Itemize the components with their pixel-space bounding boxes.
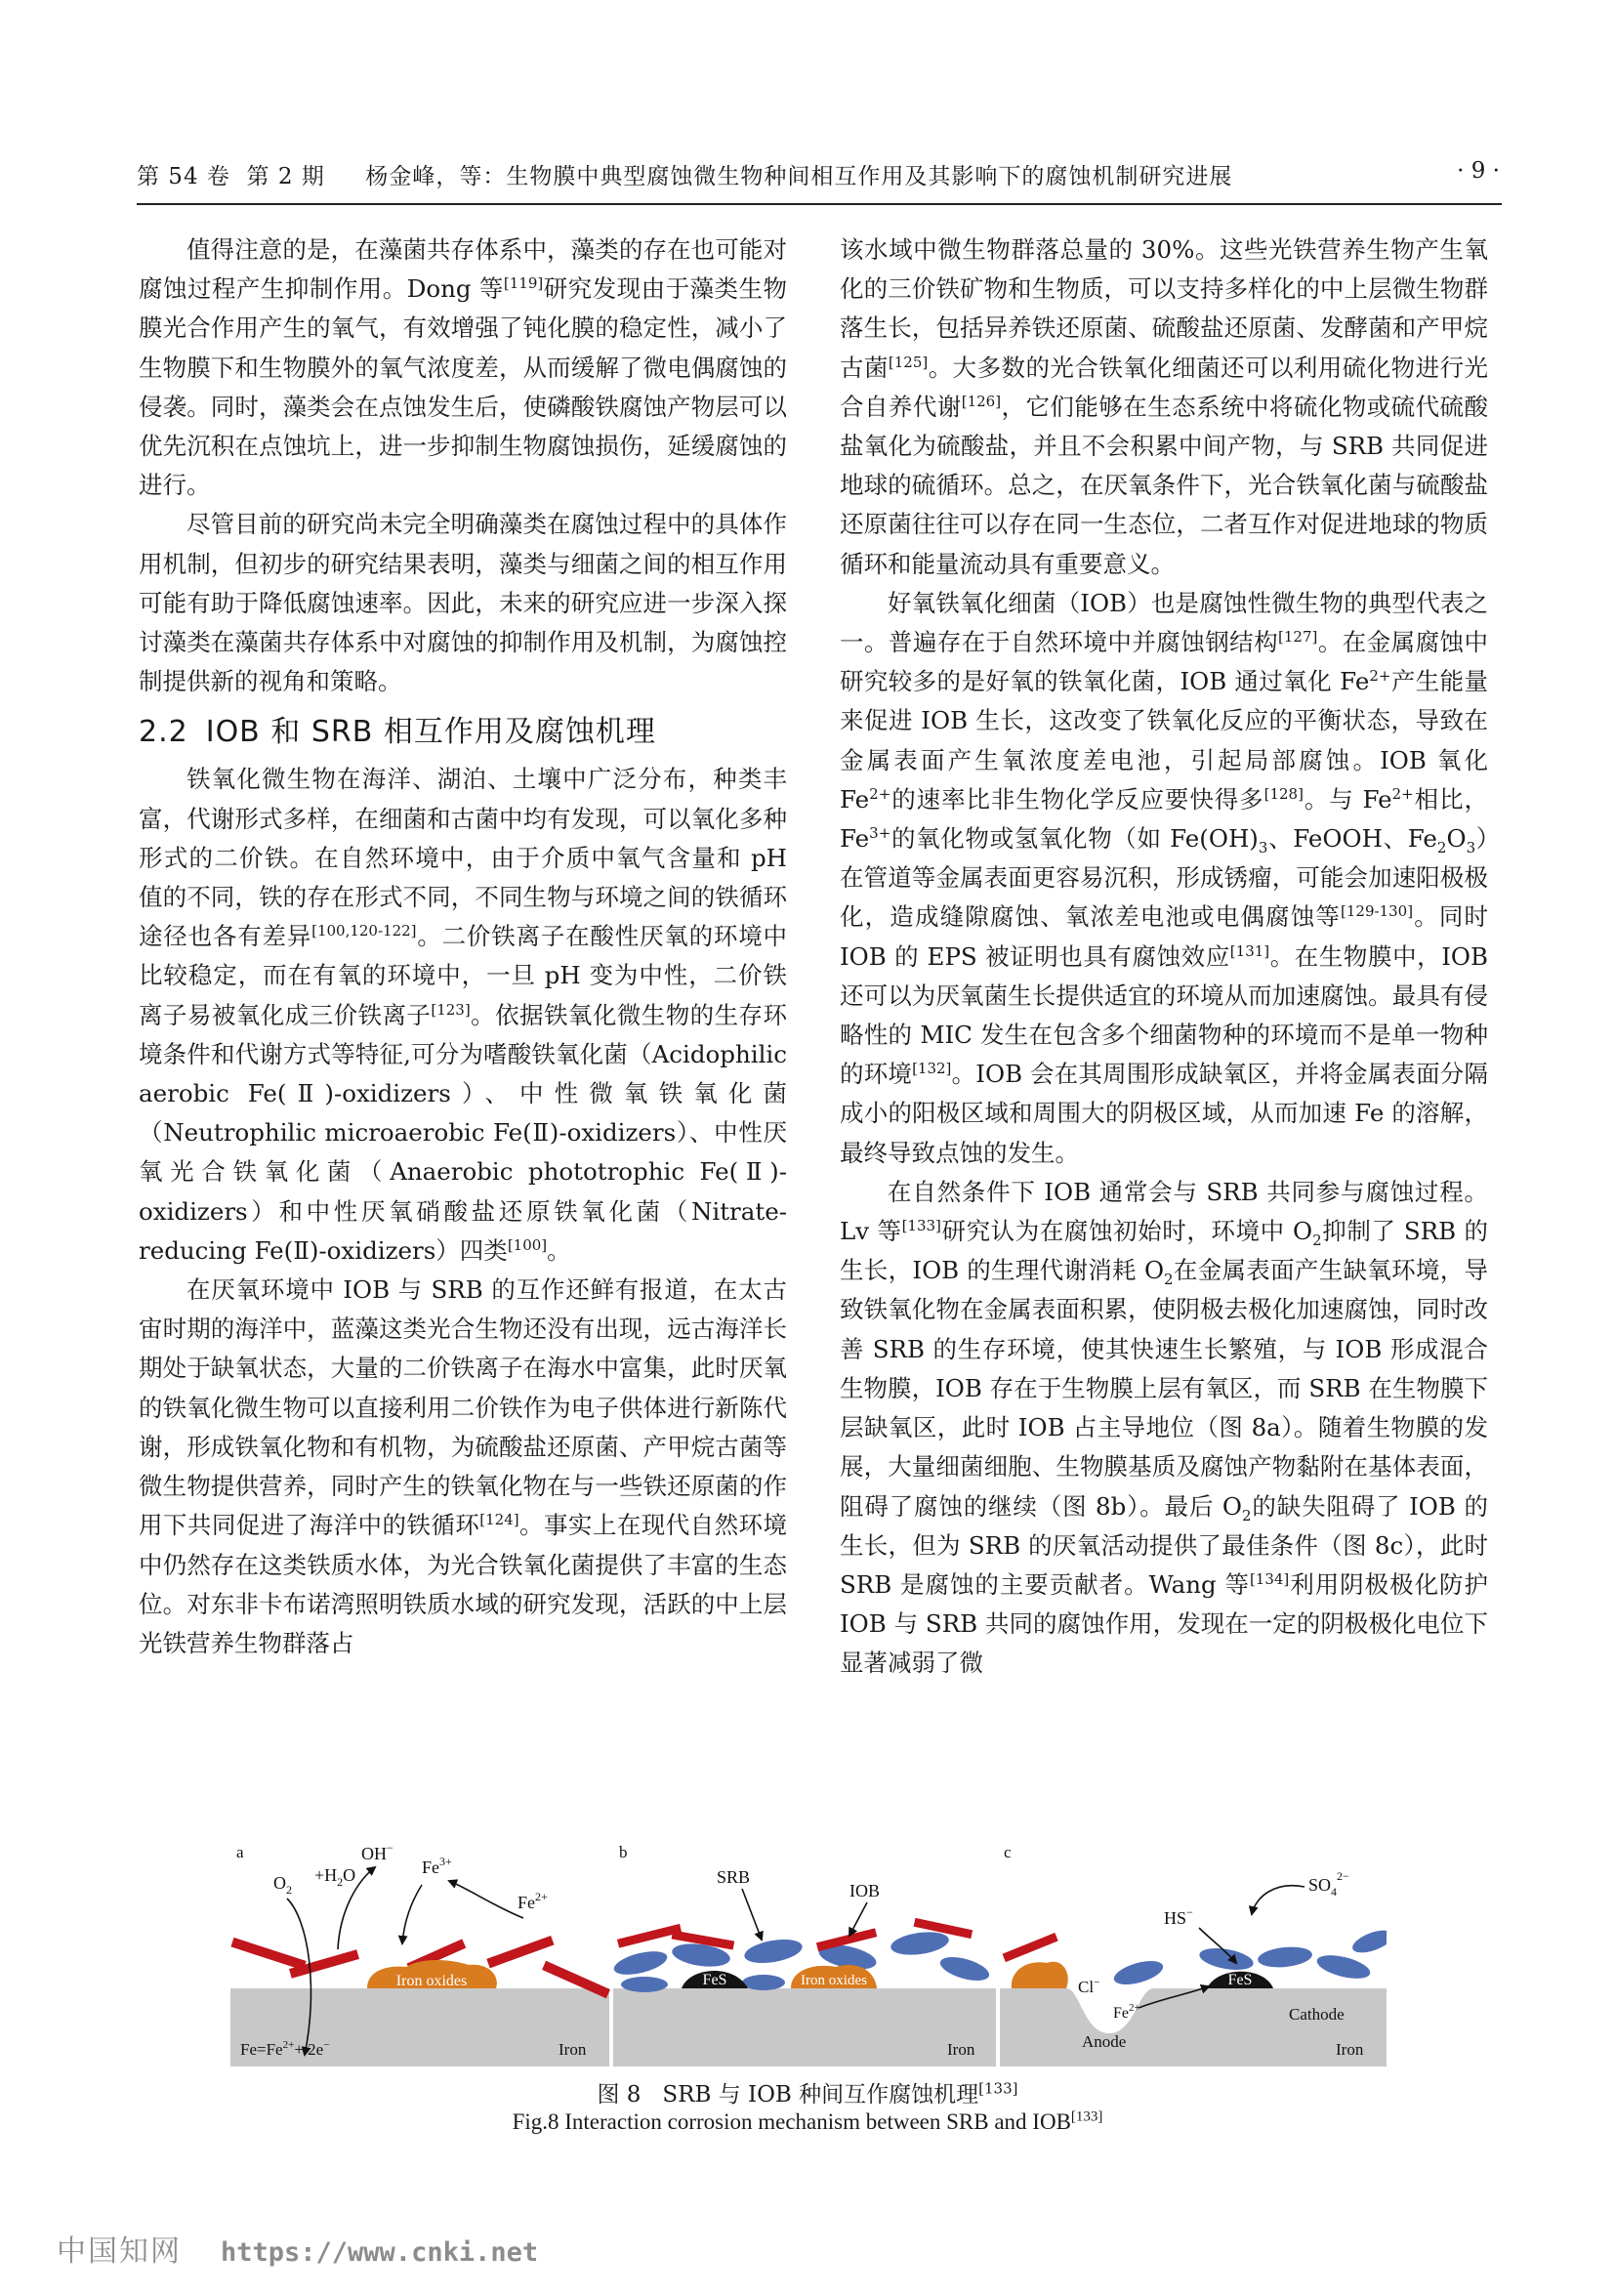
right-paragraph-1 bbox=[840, 230, 1488, 584]
text-run: 的氧化物或氢氧化物（如 Fe(OH) bbox=[890, 824, 1259, 854]
text-run: 。 bbox=[547, 1235, 571, 1265]
citation-ref: [100,120-122] bbox=[311, 922, 417, 940]
text-run: 好氧铁氧化细菌（IOB）也是腐蚀性微生物的典型代表之一。普遍存在于自然环境中并腐蚀钢结构 bbox=[840, 588, 1488, 657]
citation-ref: [124] bbox=[479, 1511, 519, 1529]
hydroxide-label: OH− bbox=[361, 1842, 393, 1863]
citation-ref: [128] bbox=[1263, 784, 1304, 803]
cathode-label: Cathode bbox=[1289, 2005, 1345, 2024]
figure-panel-b bbox=[611, 1843, 996, 2066]
left-paragraph-1 bbox=[139, 230, 787, 505]
srb-cell bbox=[937, 1952, 991, 1985]
text-run: 、FeOOH、Fe bbox=[1267, 824, 1437, 854]
text-run: 的缺失阻碍了 IOB 的生长，但为 SRB 的厌氧活动提供了最佳条件（图 8c），此时 SRB 是腐蚀的主要贡献者。Wang 等 bbox=[840, 1491, 1488, 1599]
srb-cell bbox=[742, 1975, 785, 1990]
srb-cell bbox=[1257, 1944, 1313, 1970]
text-run: 。IOB 会在其周围形成缺氧区，并将金属表面分隔成小的阳极区域和周围大的阴极区域，从而加速 Fe 的溶解，最终导致点蚀的发生。 bbox=[840, 1060, 1488, 1167]
section-number: 2.2 bbox=[139, 715, 188, 750]
iron-substrate-pitted bbox=[1000, 1988, 1387, 2066]
text-run: 。事实上在现代自然环境中仍然存在这类铁质水体，为光合铁氧化菌提供了丰富的生态位。对东非卡布诺湾照明铁质水域的研究发现，活跃的中上层光铁营养生物群落占 bbox=[139, 1511, 788, 1657]
superscript: 2+ bbox=[1391, 784, 1414, 803]
subscript: 3 bbox=[1258, 838, 1268, 856]
citation-ref: [123] bbox=[431, 1000, 471, 1019]
citation-ref: [127] bbox=[1278, 627, 1318, 646]
text-run: O bbox=[1446, 824, 1467, 854]
running-header bbox=[137, 158, 1500, 197]
srb-cell bbox=[1349, 1926, 1387, 1957]
panel-letter-b: b bbox=[619, 1843, 628, 1861]
watermark-footer bbox=[57, 2227, 538, 2270]
section-title: IOB 和 SRB 相互作用及腐蚀机理 bbox=[205, 715, 656, 750]
chloride-label: Cl− bbox=[1078, 1977, 1100, 1996]
text-run: 在金属表面产生缺氧环境，导致铁氧化物在金属表面积累，使阴极去极化加速腐蚀，同时改善 SRB 的生存环境，使其快速生长繁殖，与 IOB 形成混合生物膜，IOB 存在于生物膜上层有氧区，而 SRB 在生物膜下层缺氧区，此时 IOB 占主导地位（图 8a）。随着生物膜的发展，大量细菌细胞、生物膜基质及腐蚀产物黏附在基体表面，阻碍了腐蚀的继续（图 8b）。最后 O bbox=[840, 1256, 1489, 1521]
srb-cell bbox=[1111, 1956, 1165, 1989]
panel-letter-a: a bbox=[236, 1843, 244, 1861]
text-run: 值得注意的是，在藻菌共存体系中，藻类的存在也可能对腐蚀过程产生抑制作用。Dong 等 bbox=[139, 235, 787, 304]
figure-title-cn: SRB 与 IOB 种间互作腐蚀机理 bbox=[662, 2082, 979, 2108]
subscript: 2 bbox=[1242, 1506, 1252, 1524]
fes-label: FeS bbox=[1227, 1972, 1253, 1988]
figure-8 bbox=[230, 1842, 1387, 2066]
left-paragraph-2: 尽管目前的研究尚未完全明确藻类在腐蚀过程中的具体作用机制，但初步的研究结果表明，藻类与细菌之间的相互作用可能有助于降低腐蚀速率。因此，未来的研究应进一步深入探讨藻类在藻菌共存体系中对腐蚀的抑制作用及机制，为腐蚀控制提供新的视角和策略。 bbox=[139, 510, 787, 696]
text-run: 。二价铁离子在酸性厌氧的环境中比较稳定，而在有氧的环境中，一旦 pH 变为中性，二价铁离子易被氧化成三价铁离子 bbox=[139, 922, 788, 1029]
text-run: 。在生物膜中，IOB 还可以为厌氧菌生长提供适宜的环境从而加速腐蚀。最具有侵略性的 MIC 发生在包含多个细菌物种的环境而不是单一物种的环境 bbox=[840, 941, 1488, 1089]
fes-label: FeS bbox=[702, 1972, 727, 1988]
iron-label: Iron bbox=[559, 2040, 587, 2059]
left-paragraph-4 bbox=[139, 1271, 787, 1663]
srb-label: SRB bbox=[717, 1867, 751, 1887]
right-paragraph-2 bbox=[840, 584, 1488, 1173]
bisulfide-label: HS− bbox=[1164, 1905, 1193, 1928]
text-run: 抑制了 SRB 的生长，IOB 的生理代谢消耗 O bbox=[840, 1217, 1489, 1285]
iob-label: IOB bbox=[849, 1881, 880, 1900]
citation-ref: [132] bbox=[912, 1060, 952, 1078]
citation-ref: [131] bbox=[1229, 941, 1270, 960]
subscript: 3 bbox=[1466, 838, 1476, 856]
text-run: 在厌氧环境中 IOB 与 SRB 的互作还鲜有报道，在太古宙时期的海洋中，蓝藻这类光合生物还没有出现，远古海洋长期处于缺氧状态，大量的二价铁离子在海水中富集，此时厌氧的铁氧化微生物可以直接利用二价铁作为电子供体进行新陈代谢，形成铁氧化物和有机物，为硫酸盐还原菌、产甲烷古菌等微生物提供营养，同时产生的铁氧化物在与一些铁还原菌的作用下共同促进了海洋中的铁循环 bbox=[139, 1275, 787, 1540]
panel-letter-c: c bbox=[1004, 1843, 1012, 1861]
left-column bbox=[139, 230, 787, 1663]
text-run: 的速率比非生物化学反应要快得多 bbox=[890, 784, 1264, 814]
text-run: 研究认为在腐蚀初始时，环境中 O bbox=[940, 1217, 1313, 1246]
srb-cell bbox=[1314, 1951, 1372, 1983]
iron-oxides-deposit bbox=[1012, 1962, 1068, 1988]
text-run: 。大多数的光合铁氧化细菌还可以利用硫化物进行光合自养代谢 bbox=[840, 353, 1489, 421]
text-run: 该水域中微生物群落总量的 30%。这些光铁营养生物产生氧化的三价铁矿物和生物质，可以支持多样化的中上层微生物群落生长，包括异养铁还原菌、硫酸盐还原菌、发酵菌和产甲烷古菌 bbox=[840, 235, 1488, 382]
srb-cell bbox=[890, 1929, 950, 1958]
figure-panel-a bbox=[230, 1842, 610, 2066]
ferric-label: $Fe^{3+}$ bbox=[422, 1855, 452, 1877]
text-run: ，它们能够在生态系统中将硫化物或硫代硫酸盐氧化为硫酸盐，并且不会积累中间产物，与 SRB 共同促进地球的硫循环。总之，在厌氧条件下，光合铁氧化菌与硫酸盐还原菌往往可以存在同一生态位，二者互作对促进地球的物质循环和能量流动具有重要意义。 bbox=[840, 392, 1489, 578]
text-run: 利用阴极极化防护 IOB 与 SRB 共同的腐蚀作用，发现在一定的阴极极化电位下显著减弱了微 bbox=[840, 1569, 1488, 1678]
citation-ref: [133] bbox=[978, 2079, 1018, 2098]
text-run: ）在管道等金属表面更容易沉积，形成锈瘤，可能会加速阳极极化，造成缝隙腐蚀、氧浓差电池或电偶腐蚀等 bbox=[840, 824, 1489, 932]
text-run: 。在金属腐蚀中研究较多的是好氧的铁氧化菌，IOB 通过氧化 Fe bbox=[840, 628, 1488, 696]
subscript: 2 bbox=[1312, 1231, 1322, 1249]
srb-cell bbox=[611, 1947, 669, 1980]
right-column bbox=[840, 230, 1488, 1684]
citation-ref: [119] bbox=[503, 274, 544, 293]
section-heading bbox=[139, 711, 787, 754]
text-run: 研究发现由于藻类生物膜光合作用产生的氧气，有效增强了钝化膜的稳定性，减小了生物膜下和生物膜外的氧气浓度差，从而缓解了微电偶腐蚀的侵袭。同时，藻类会在点蚀发生后，使磷酸铁腐蚀产物层可以优先沉积在点蚀坑上，进一步抑制生物腐蚀损伤，延缓腐蚀的进行。 bbox=[139, 274, 788, 500]
srb-cell bbox=[621, 1977, 668, 1992]
srb-cell bbox=[1198, 1944, 1256, 1973]
figure-panel-c bbox=[1000, 1843, 1387, 2066]
iron-oxides-label: Iron oxides bbox=[395, 1973, 468, 1989]
superscript: 3+ bbox=[869, 823, 891, 842]
iob-rod bbox=[1003, 1933, 1058, 1962]
sulfate-label: $SO_4^{2-}$ bbox=[1308, 1869, 1349, 1899]
header-journal-info bbox=[137, 158, 1232, 190]
figure-caption-cn bbox=[0, 2076, 1615, 2108]
text-run: 在自然条件下 IOB 通常会与 SRB 共同参与腐蚀过程。Lv 等 bbox=[840, 1177, 1488, 1246]
iron-label: Iron bbox=[1336, 2040, 1364, 2059]
text-run: 。同时 IOB 的 EPS 被证明也具有腐蚀效应 bbox=[840, 902, 1489, 971]
site-name: 中国知网 bbox=[57, 2234, 182, 2269]
site-url[interactable]: https://www.cnki.net bbox=[221, 2237, 539, 2268]
figure-title-en: Fig.8 Interaction corrosion mechanism between SRB and IOB bbox=[512, 2109, 1071, 2134]
ferrous-label: $Fe^{2+}$ bbox=[1113, 2002, 1140, 2022]
header-title: 生物膜中典型腐蚀微生物种间相互作用及其影响下的腐蚀机制研究进展 bbox=[506, 164, 1233, 189]
citation-ref: [126] bbox=[961, 392, 1002, 410]
o2-label: $O_2$ bbox=[273, 1873, 292, 1897]
citation-ref: [129-130] bbox=[1341, 902, 1414, 921]
srb-cell bbox=[743, 1936, 805, 1967]
iron-oxides-label: Iron oxides bbox=[801, 1973, 867, 1988]
citation-ref: [133] bbox=[1070, 2108, 1103, 2125]
header-page-number: · 9 · bbox=[1457, 158, 1500, 184]
iron-substrate bbox=[613, 1988, 996, 2066]
text-run: 产生能量来促进 IOB 生长，这改变了铁氧化反应的平衡状态，导致在金属表面产生氧浓度差电池，引起局部腐蚀。IOB 氧化 Fe bbox=[840, 667, 1488, 814]
citation-ref: [134] bbox=[1249, 1569, 1290, 1588]
figure-caption-en bbox=[0, 2109, 1615, 2135]
iron-label: Iron bbox=[947, 2040, 975, 2059]
h2o-label: $+H_2O$ bbox=[314, 1865, 356, 1889]
subscript: 2 bbox=[1436, 838, 1447, 856]
ferrous-label: $Fe^{2+}$ bbox=[518, 1890, 548, 1912]
iob-pointer bbox=[849, 1902, 867, 1936]
header-authors: 杨金峰，等： bbox=[365, 164, 507, 189]
text-run: 相比，Fe bbox=[840, 784, 1489, 854]
superscript: 2+ bbox=[1369, 667, 1391, 686]
subscript: 2 bbox=[1164, 1271, 1174, 1289]
text-run: 。与 Fe bbox=[1303, 784, 1392, 814]
text-run: 。依据铁氧化微生物的生存环境条件和代谢方式等特征,可分为嗜酸铁氧化菌（Acidophilic aerobic Fe(Ⅱ)-oxidizers）、中性微氧铁氧化菌（Neutrophilic microaerobic Fe(Ⅱ)-oxidizers）、中性厌氧光合铁氧化菌（Anaerobic phototrophic Fe(Ⅱ)-oxidizers）和中性厌氧硝酸盐还原铁氧化菌（Nitrate-reducing Fe(Ⅱ)-oxidizers）四类 bbox=[139, 1000, 788, 1265]
superscript: 2+ bbox=[869, 784, 891, 803]
right-paragraph-3 bbox=[840, 1173, 1488, 1684]
iron-substrate bbox=[230, 1988, 609, 2066]
citation-ref: [100] bbox=[507, 1235, 548, 1254]
citation-ref: [133] bbox=[901, 1216, 941, 1234]
anode-label: Anode bbox=[1082, 2032, 1127, 2051]
sulfate-reduction-arrow bbox=[1252, 1886, 1304, 1914]
text-run: 铁氧化微生物在海洋、湖泊、土壤中广泛分布，种类丰富，代谢形式多样，在细菌和古菌中均有发现，可以氧化多种形式的二价铁。在自然环境中，由于介质中氧气含量和 pH 值的不同，铁的存在形式不同，不同生物与环境之间的铁循环途径也各有差异 bbox=[139, 765, 787, 951]
header-issue: 第 2 期 bbox=[246, 164, 325, 189]
citation-ref: [125] bbox=[888, 353, 929, 371]
header-rule bbox=[137, 203, 1502, 205]
header-volume: 第 54 卷 bbox=[137, 164, 230, 189]
anodic-reaction-label: $Fe=Fe^{2+}+ 2e^-$ bbox=[240, 2039, 330, 2059]
figure-label: 图 8 bbox=[597, 2082, 642, 2108]
left-paragraph-3 bbox=[139, 760, 787, 1271]
srb-pointer bbox=[742, 1889, 762, 1940]
